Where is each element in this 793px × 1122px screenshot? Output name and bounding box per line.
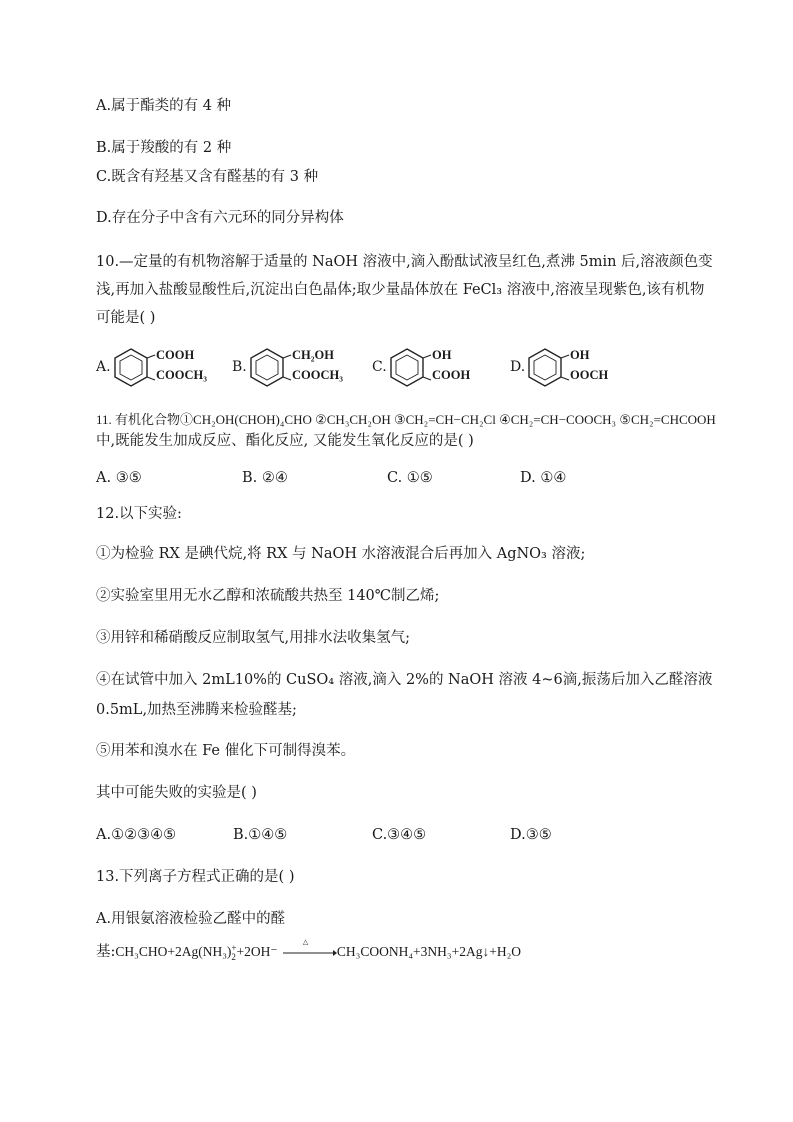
q12-statement-1: ①为检验 RX 是碘代烷,将 RX 与 NaOH 水溶液混合后再加入 AgNO₃ 溶液; xyxy=(96,546,586,562)
q11-stem-line2: 中,既能发生加成反应、酯化反应, 又能发生氧化反应的是( ) xyxy=(96,433,474,449)
substituent-top: OH xyxy=(570,348,590,362)
q11-option-c: C. ①⑤ xyxy=(387,470,433,486)
q10-stem-line3: 可能是( ) xyxy=(96,310,156,326)
substituent-top: OH xyxy=(432,348,452,362)
q12-option-b: B.①④⑤ xyxy=(233,827,288,843)
heating-condition: △ xyxy=(302,937,309,946)
q11-option-a: A. ③⑤ xyxy=(96,470,142,486)
q11-option-b: B. ②④ xyxy=(242,470,288,486)
option-label: B. xyxy=(232,359,247,375)
q10-stem-line2: 浅,再加入盐酸显酸性后,沉淀出白色晶体;取少量晶体放在 FeCl₃ 溶液中,溶液呈现紫色,该有机物 xyxy=(96,282,705,298)
option-label: A. xyxy=(96,359,111,375)
q10-option-d-structure xyxy=(510,346,630,390)
eq-rhs: CH₃COONH₄+3NH₃+2Ag↓+H₂O xyxy=(336,944,522,959)
q10-option-b-structure xyxy=(232,346,362,390)
q10-option-a-structure xyxy=(96,346,226,390)
q9-option-d: D.存在分子中含有六元环的同分异构体 xyxy=(96,210,344,226)
benzene-ring-icon xyxy=(247,346,287,390)
eq-mid: +2OH⁻ xyxy=(236,944,278,959)
q12-statement-2: ②实验室里用无水乙醇和浓硫酸共热至 140℃制乙烯; xyxy=(96,588,440,604)
eq-subscript: 2 xyxy=(231,951,236,962)
q12-option-c: C.③④⑤ xyxy=(372,827,427,843)
q10-option-c-structure xyxy=(372,346,492,390)
substituent-top: CH₂OH xyxy=(292,348,334,362)
benzene-ring-icon xyxy=(525,346,565,390)
q9-option-c: C.既含有羟基又含有醛基的有 3 种 xyxy=(96,169,319,185)
q12-statement-4-line1: ④在试管中加入 2mL10%的 CuSO₄ 溶液,滴入 2%的 NaOH 溶液 4~6滴,振荡后加入乙醛溶液 xyxy=(96,672,713,688)
q13-option-a-line1: A.用银氨溶液检验乙醛中的醛 xyxy=(96,911,286,927)
eq-prefix: 基: xyxy=(96,944,116,960)
substituent-bottom: OOCH xyxy=(570,368,609,382)
q9-option-b: B.属于羧酸的有 2 种 xyxy=(96,140,232,156)
q13-equation xyxy=(96,937,522,962)
q11-stem-line1: 11. 有机化合物①CH₂OH(CHOH)₄CHO ②CH₃CH₂OH ③CH₂=CH−CH₂Cl ④CH₂=CH−COOCH₃ ⑤CH₂=CHCOOH xyxy=(96,412,716,427)
q12-option-d: D.③⑤ xyxy=(510,827,552,843)
q12-statement-5: ⑤用苯和溴水在 Fe 催化下可制得溴苯。 xyxy=(96,743,356,759)
reaction-arrow-icon xyxy=(281,937,337,960)
substituent-bottom: COOCH₃ xyxy=(156,368,207,382)
benzene-ring-icon xyxy=(111,346,151,390)
substituent-top: COOH xyxy=(156,348,195,362)
q10-stem-line1: 10.—定量的有机物溶解于适量的 NaOH 溶液中,滴入酚酞试液呈红色,煮沸 5min 后,溶液颜色变 xyxy=(96,254,713,270)
q12-option-a: A.①②③④⑤ xyxy=(96,827,177,843)
q11-option-d: D. ①④ xyxy=(520,470,567,486)
q13-title: 13.下列离子方程式正确的是( ) xyxy=(96,869,295,885)
benzene-ring-icon xyxy=(387,346,427,390)
substituent-bottom: COOH xyxy=(432,368,471,382)
eq-lhs: CH₃CHO+2Ag(NH₃) xyxy=(115,944,232,959)
substituent-bottom: COOCH₃ xyxy=(292,368,343,382)
q12-question: 其中可能失败的实验是( ) xyxy=(96,785,257,801)
option-label: C. xyxy=(372,359,387,375)
q12-title: 12.以下实验: xyxy=(96,506,182,522)
q12-statement-3: ③用锌和稀硝酸反应制取氢气,用排水法收集氢气; xyxy=(96,630,410,646)
eq-superscript: + xyxy=(231,942,237,953)
option-label: D. xyxy=(510,359,526,375)
q12-statement-4-line2: 0.5mL,加热至沸腾来检验醛基; xyxy=(96,702,297,718)
q9-option-a: A.属于酯类的有 4 种 xyxy=(96,98,232,114)
